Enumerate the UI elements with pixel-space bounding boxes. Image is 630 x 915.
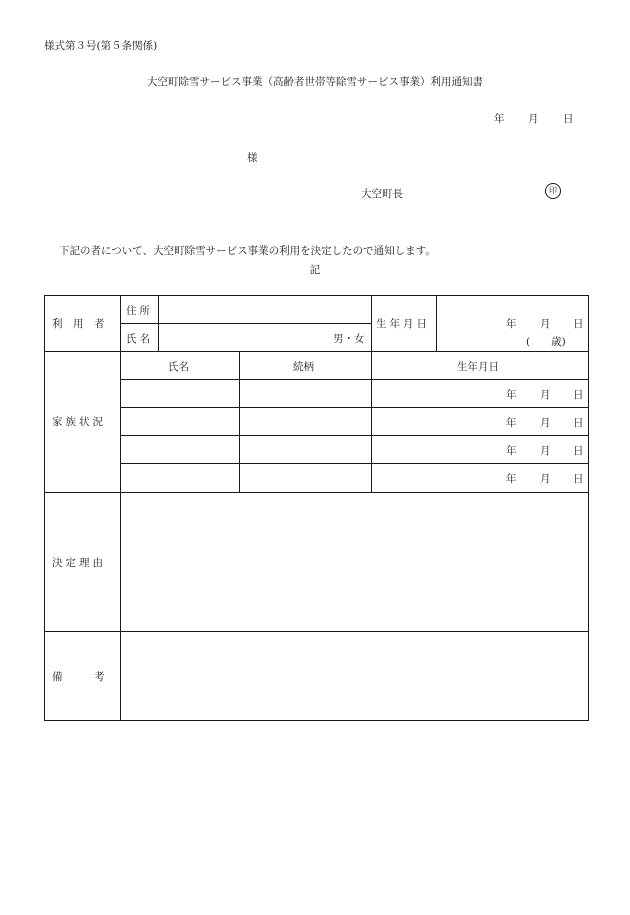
table-border-right: [588, 295, 589, 721]
reason-label: 決定理由: [52, 557, 106, 569]
reason-field[interactable]: [122, 494, 586, 629]
family-row-day: 日: [573, 389, 584, 401]
table-line: [44, 492, 589, 493]
family-label: 家族状況: [52, 416, 106, 428]
family-col-name: 氏名: [168, 361, 189, 373]
family-col-birthdate: 生年月日: [457, 361, 499, 373]
family-row-year: 年: [506, 389, 517, 401]
address-label: 住所: [126, 305, 153, 317]
table-line: [120, 323, 371, 324]
family-row-day: 日: [573, 417, 584, 429]
ki-heading: 記: [309, 264, 321, 276]
family-row-year: 年: [506, 473, 517, 485]
birth-year-label: 年: [506, 318, 517, 330]
family-row-day: 日: [573, 473, 584, 485]
family-row-month: 月: [540, 445, 551, 457]
birth-month-label: 月: [540, 318, 551, 330]
table-line: [120, 407, 589, 408]
table-border-left: [44, 295, 45, 721]
issuer-name: 大空町長: [361, 188, 403, 200]
date-day-label: 日: [563, 113, 574, 125]
date-year-label: 年: [494, 113, 505, 125]
family-row-year: 年: [506, 417, 517, 429]
birthdate-label: 生年月日: [376, 318, 430, 330]
intro-text: 下記の者について、大空町除雪サービス事業の利用を決定したので通知します。: [59, 245, 436, 257]
table-border-top: [44, 295, 589, 296]
table-line: [436, 295, 437, 352]
table-line: [239, 351, 240, 493]
table-line: [158, 295, 159, 352]
table-line: [371, 351, 372, 493]
family-row-month: 月: [540, 389, 551, 401]
table-line: [120, 435, 589, 436]
birth-day-label: 日: [573, 318, 584, 330]
gender-choice[interactable]: 男・女: [333, 333, 365, 345]
remarks-field[interactable]: [122, 633, 586, 718]
user-label: 利 用 者: [52, 318, 105, 330]
table-line: [371, 295, 372, 352]
form-number: 様式第３号(第５条関係): [44, 40, 158, 52]
table-border-bottom: [44, 720, 589, 721]
seal-mark: 印: [545, 183, 561, 199]
table-line: [120, 379, 589, 380]
remarks-label: 備 考: [52, 671, 105, 683]
name-label: 氏名: [126, 333, 153, 345]
date-month-label: 月: [528, 113, 539, 125]
family-row-month: 月: [540, 417, 551, 429]
family-row-year: 年: [506, 445, 517, 457]
table-line: [44, 351, 589, 352]
recipient-honorific: 様: [247, 152, 258, 164]
document-title: 大空町除雪サービス事業（高齢者世帯等除雪サービス事業）利用通知書: [147, 76, 483, 88]
table-line: [120, 295, 121, 721]
address-field[interactable]: [160, 300, 369, 322]
table-line: [120, 463, 589, 464]
family-col-relation: 続柄: [293, 361, 314, 373]
family-row-month: 月: [540, 473, 551, 485]
age-label: ( 歳): [526, 336, 566, 348]
family-row-day: 日: [573, 445, 584, 457]
table-line: [44, 631, 589, 632]
name-field[interactable]: [160, 326, 330, 348]
